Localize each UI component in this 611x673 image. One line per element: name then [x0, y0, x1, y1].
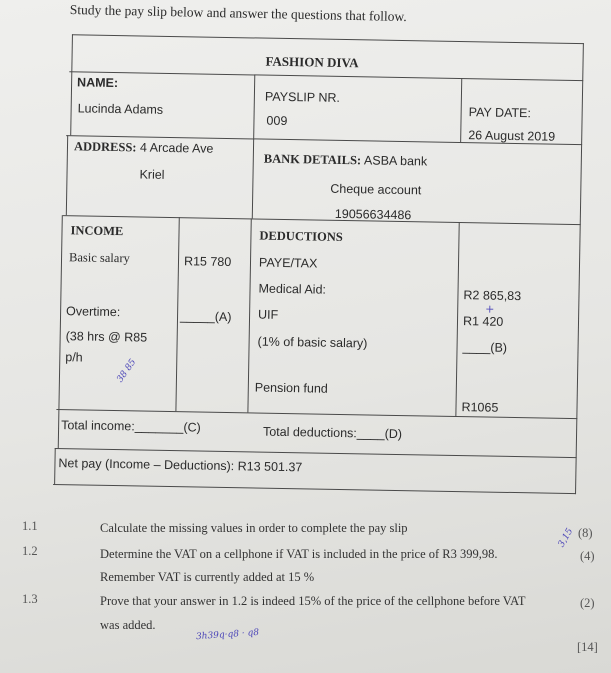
total-deductions: Total deductions:____(D): [262, 424, 403, 442]
handwritten-overtime-note: 38 85: [115, 357, 139, 385]
address-line1: 4 Arcade Ave: [139, 140, 214, 156]
bank-block: [264, 152, 428, 170]
question-text-1-3-cont: was added.: [100, 618, 156, 632]
question-text-vat-note: Remember VAT is currently added at 15 %: [100, 570, 315, 584]
paydate-label: PAY DATE:: [468, 105, 532, 121]
uif-detail: (1% of basic salary): [257, 334, 368, 351]
uif-answer-B: ____(B): [462, 340, 508, 355]
handwritten-question-note: 3,15: [556, 526, 576, 550]
question-text-1-2: Determine the VAT on a cellphone if VAT is included in the price of R3 399,98.: [100, 547, 498, 561]
overtime-label: Overtime:: [66, 304, 121, 320]
question-number-1-2: 1.2: [22, 544, 38, 558]
pension-label: Pension fund: [254, 380, 328, 396]
medical-aid-value: R2 865,83: [463, 288, 522, 304]
deductions-header: DEDUCTIONS: [259, 228, 343, 245]
bank-name: ASBA bank: [363, 153, 428, 169]
pen-mark: +: [485, 302, 495, 316]
address-line2: Kriel: [139, 167, 165, 182]
net-pay: Net pay (Income – Deductions): R13 501.37: [58, 456, 303, 475]
question-text-1-1: Calculate the missing values in order to complete the pay slip: [100, 521, 408, 535]
company-name: FASHION DIVA: [265, 53, 359, 71]
name-value: Lucinda Adams: [77, 101, 164, 117]
payslip-value: 009: [266, 113, 288, 129]
pension-value: R1065: [461, 400, 499, 415]
overtime-detail-1: (38 hrs @ R85: [65, 329, 148, 345]
question-marks-1-1: (8): [578, 526, 593, 540]
basic-salary-label: Basic salary: [68, 250, 130, 266]
payslip-label: PAYSLIP NR.: [264, 89, 341, 105]
income-header: INCOME: [70, 223, 124, 239]
question-number-1-3: 1.3: [22, 592, 38, 606]
question-marks-1-2: (4): [580, 549, 595, 563]
overtime-answer-A: _____(A): [179, 309, 232, 325]
question-number-1-1: 1.1: [22, 519, 38, 533]
handwritten-bottom-note: 3h39q·q8 · q8: [195, 627, 260, 643]
address-label: ADDRESS:: [73, 139, 137, 155]
bank-label: BANK DETAILS:: [263, 151, 362, 168]
question-text-1-3: Prove that your answer in 1.2 is indeed 15% of the price of the cellphone before VAT: [100, 594, 526, 608]
paydate-value: 26 August 2019: [468, 128, 556, 144]
pay-slip: [50, 32, 584, 501]
address-block: [74, 139, 214, 156]
intro-instruction: Study the pay slip below and answer the questions that follow.: [69, 2, 407, 25]
basic-salary-value: R15 780: [183, 254, 232, 270]
bank-account-type: Cheque account: [330, 181, 422, 198]
total-income: Total income:_______(C): [61, 418, 201, 435]
question-marks-1-3: (2): [580, 596, 595, 610]
name-label: NAME:: [77, 75, 119, 91]
total-marks: [14]: [577, 640, 598, 654]
medical-aid-label: Medical Aid:: [258, 281, 327, 297]
bank-account-number: 19056634486: [334, 206, 412, 223]
paye-label: PAYE/TAX: [258, 255, 318, 271]
uif-value: R1 420: [462, 314, 504, 329]
uif-label: UIF: [257, 307, 279, 322]
overtime-detail-2: p/h: [65, 350, 83, 365]
